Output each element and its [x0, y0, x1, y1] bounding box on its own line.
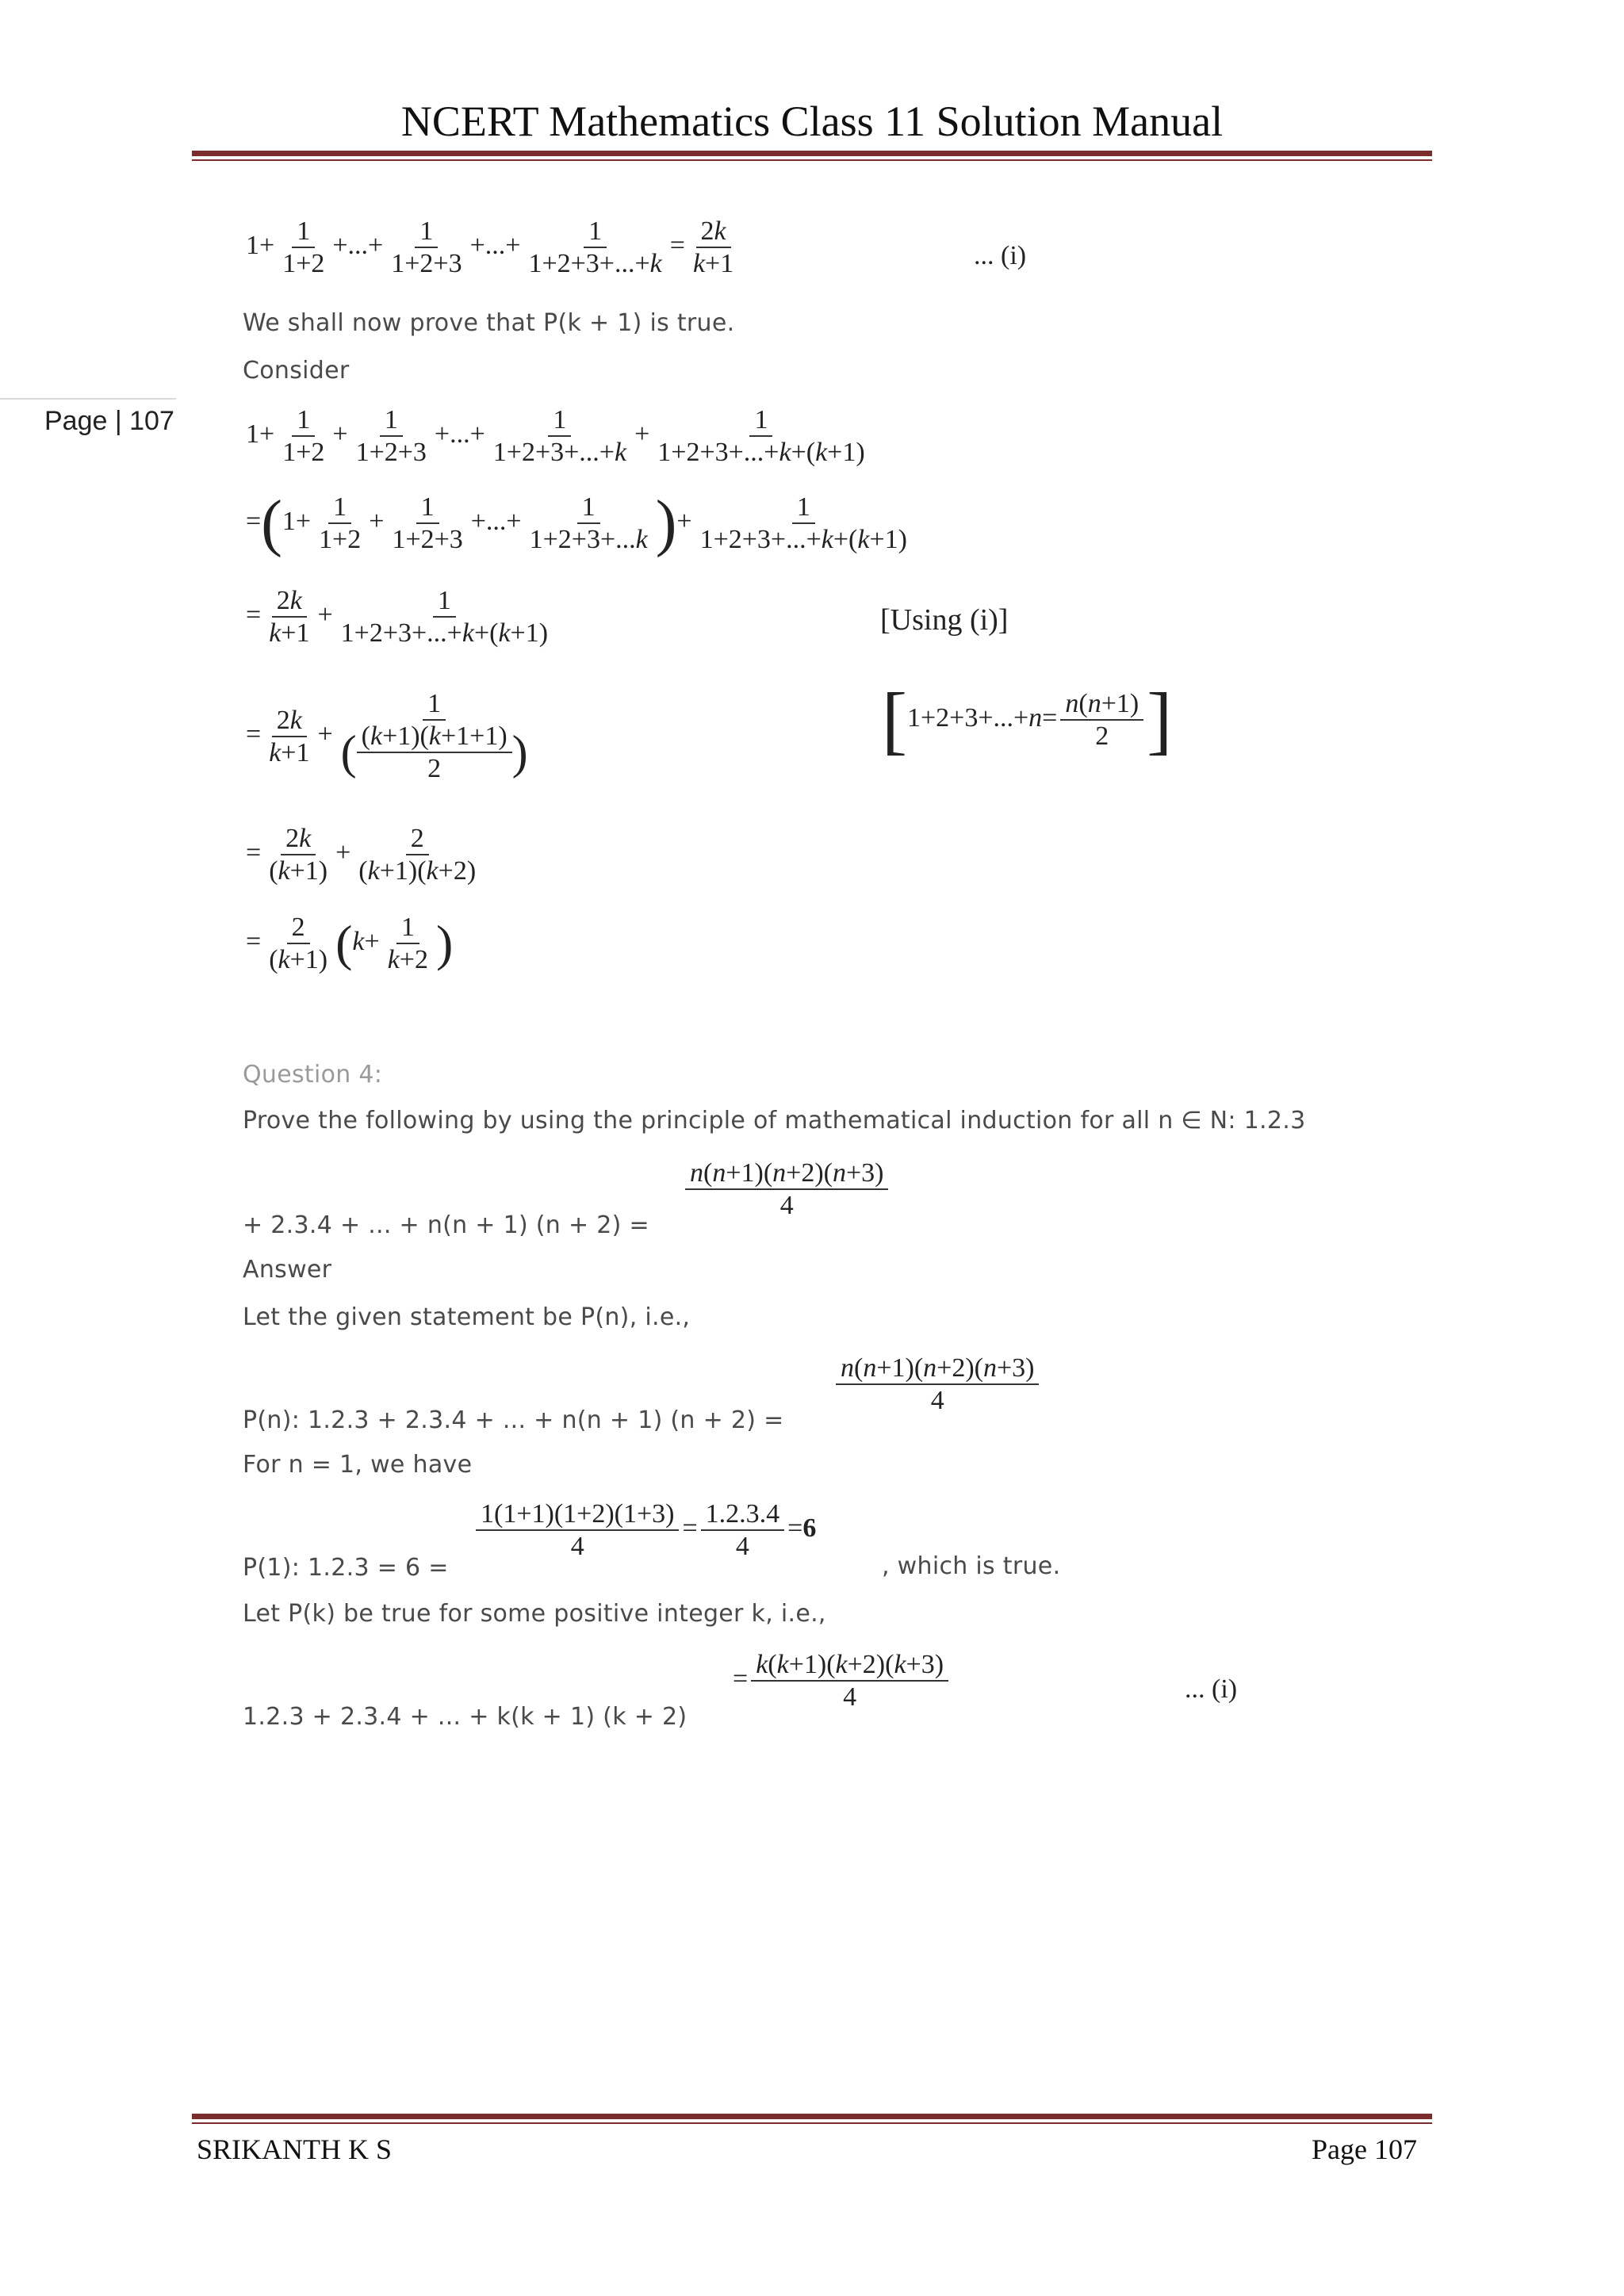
pn-rhs-fraction: $\frac{n(n+1)(n+2)(n+3)}{4}$: [833, 1353, 1042, 1416]
equation-step-4: = $\frac{2k}{(k+1)}$ + $\frac{2}{(k+1)(k+2)}$: [246, 824, 477, 886]
question-text-2: + 2.3.4 + ... + n(n + 1) (n + 2) =: [243, 1211, 649, 1239]
text-consider: Consider: [243, 357, 350, 385]
equation-step-2: = $\frac{2k}{k+1}$ + $\frac{1}{1+2+3+...+k+(k+1)}$: [246, 586, 549, 649]
answer-label: Answer: [243, 1256, 332, 1284]
equation-i: 1+ $\frac{1}{1+2}$ +...+ $\frac{1}{1+2+3}$ +...+ $\frac{1}{1+2+3+...+k}$ = $\frac{2k}{k+1}$: [246, 216, 734, 279]
footer-page: Page 107: [1312, 2133, 1417, 2165]
pk-rhs-fraction: = $\frac{k(k+1)(k+2)(k+3)}{4}$: [733, 1649, 952, 1712]
footer-author: SRIKANTH K S: [197, 2133, 393, 2165]
pk-tag: ... (i): [1185, 1674, 1238, 1704]
header-rule: [192, 151, 1432, 156]
text-prove: We shall now prove that P(k + 1) is true.: [243, 309, 735, 337]
question-rhs-fraction: $\frac{n(n+1)(n+2)(n+3)}{4}$: [682, 1158, 891, 1221]
pn-line: P(n): 1.2.3 + 2.3.4 + ... + n(n + 1) (n + 2) =: [243, 1406, 784, 1434]
question-label: Question 4:: [243, 1061, 383, 1089]
text-for-n1: For n = 1, we have: [243, 1451, 473, 1479]
page-header-title: NCERT Mathematics Class 11 Solution Manual: [400, 98, 1224, 145]
text-let-pk: Let P(k) be true for some positive integer k, i.e.,: [243, 1600, 826, 1628]
equation-step-3: = $\frac{2k}{k+1}$ + 1 ( $\frac{(k+1)(k+1+1)}{2}$ ): [246, 689, 528, 784]
footer-rule-thin: [192, 2122, 1432, 2124]
p1-computation: $\frac{1(1+1)(1+2)(1+3)}{4}$ = $\frac{1.2.3.4}{4}$ =6: [473, 1498, 816, 1562]
side-rule: [0, 398, 176, 400]
p1-line: P(1): 1.2.3 = 6 =: [243, 1554, 449, 1582]
side-page-label: Page | 107: [44, 406, 174, 436]
equation-i-tag: ... (i): [974, 241, 1027, 270]
text-let-pn: Let the given statement be P(n), i.e.,: [243, 1303, 691, 1331]
pk-line: 1.2.3 + 2.3.4 + ... + k(k + 1) (k + 2): [243, 1703, 688, 1731]
sum-formula-note: [1+2+3+...+n= $\frac{n(n+1)}{2}$ ]: [882, 677, 1173, 762]
text-which-true: , which is true.: [882, 1552, 1061, 1580]
using-i-note: [Using (i)]: [880, 603, 1009, 637]
question-text: Prove the following by using the principle of mathematical induction for all n ∈ N: 1.2.3: [243, 1107, 1306, 1135]
equation-step-5: = $\frac{2}{(k+1)}$ (k+ $\frac{1}{k+2}$ ): [246, 913, 454, 975]
footer-rule: [192, 2114, 1432, 2119]
header-rule-thin: [192, 159, 1432, 161]
equation-consider: 1+ $\frac{1}{1+2}$ + $\frac{1}{1+2+3}$ +...+ $\frac{1}{1+2+3+...+k}$ + $\frac{1}{1+2+3+...+k+(k+1)}$: [246, 405, 865, 468]
equation-step-1: =(1+ $\frac{1}{1+2}$ + $\frac{1}{1+2+3}$ +...+ $\frac{1}{1+2+3+...k}$ )+ $\frac{1}{1+2+3+...+k+(k+1)}$: [246, 488, 907, 559]
